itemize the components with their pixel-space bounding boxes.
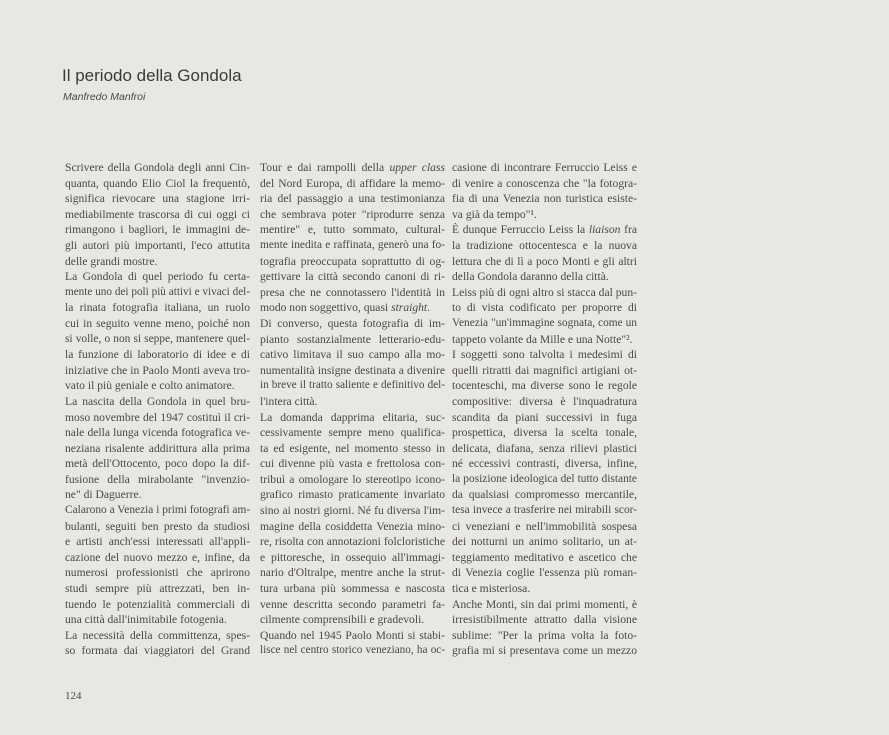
text-line: fia di una Venezia non turistica esiste- (452, 192, 637, 206)
text-line: lisce nel centro storico veneziano, ha oc- (260, 644, 445, 657)
text-line: La nascita della Gondola in quel bru- (65, 394, 250, 408)
article-title: Il periodo della Gondola (62, 66, 242, 85)
text-line: ci veneziani e nell'immobilità sospesa (452, 519, 637, 533)
text-line: Tour e dai rampolli della upper class (260, 161, 445, 174)
text-line: mediabilmente trascorsa di cui oggi ci (65, 207, 250, 221)
text-line: Di converso, questa fotografia di im- (260, 316, 445, 330)
text-line: tribuì a omologare lo stereotipo icono- (260, 472, 445, 486)
text-line: I soggetti sono talvolta i medesimi di (452, 348, 637, 362)
text-line: la posizione ideologica del tutto distante (452, 472, 637, 485)
text-line: e artisti anch'essi interessati all'appli- (65, 535, 250, 549)
text-line: grafia mi si presentava come un mezzo (452, 644, 637, 658)
text-line: La Gondola di quel periodo fu certa- (65, 270, 250, 284)
text-line: moso novembre del 1947 costituì il cri- (65, 410, 250, 424)
text-line: cativo limitava il suo campo alla mo- (260, 348, 445, 362)
text-line: Calarono a Venezia i primi fotografi am- (65, 504, 250, 517)
text-line: Anche Monti, sin dai primi momenti, è (452, 597, 637, 611)
text-line: tica e misteriosa. (452, 582, 531, 596)
text-line: tappeto volante da Mille e una Notte"². (452, 332, 633, 346)
text-line: prospettica, diversa la scelta tonale, (452, 426, 637, 440)
text-line: ne" di Daguerre. (65, 488, 142, 502)
text-line: cui in seguito venne meno, poiché non (65, 316, 250, 330)
text-line: ria del passaggio a una testimonianza (260, 192, 445, 206)
text-line: iniziative che in Paolo Monti aveva tro- (65, 363, 250, 377)
text-line: neziana risalente addirittura alla prima (65, 441, 250, 455)
text-line: tura urbana più sommessa e nascosta (260, 582, 445, 596)
text-line: della Gondola daranno della città. (452, 270, 609, 284)
text-line: modo non soggettivo, quasi straight. (260, 301, 431, 315)
text-line: lettura che di lì a poco Monti e gli altri (452, 254, 637, 268)
text-line: Quando nel 1945 Paolo Monti si stabi- (260, 628, 445, 642)
text-line: so formata dai viaggiatori del Grand (65, 644, 250, 658)
text-line: vato il più geniale e colto animatore. (65, 379, 235, 393)
text-line: la rinata fotografia italiana, un ruolo (65, 301, 250, 315)
text-line: da qualsiasi compromesso mercantile, (452, 488, 637, 502)
text-line: né eccessivi contrasti, diversa, infine, (452, 457, 637, 471)
text-line: di venire a conoscenza che "la fotogra- (452, 176, 637, 190)
text-line: La domanda dapprima elitaria, suc- (260, 410, 445, 424)
text-column-3 (452, 160, 637, 659)
text-line: scandita da piani successivi in fuga (452, 410, 637, 424)
text-line: quanta, quando Elio Ciol la frequentò, (65, 176, 250, 190)
text-line: teggiamento meditativo e ascetico che (452, 550, 637, 564)
text-line: tuendo le potenzialità commerciali di (65, 597, 250, 611)
text-line: che sembrava poter "riprodurre senza (260, 207, 445, 221)
text-line: to di vista codificato per proporre di (452, 301, 637, 315)
text-line: del Nord Europa, di affidare la memo- (260, 176, 445, 190)
text-line: numerosi professionisti che aprirono (65, 566, 250, 580)
text-line: la funzione di laboratorio di idee e di (65, 348, 250, 362)
text-line: in breve il tratto saliente e definitivo del- (260, 379, 445, 392)
text-line: metà dell'Ottocento, poco dopo la dif- (65, 457, 250, 471)
text-line: numentalità insigne destinata a divenire (260, 363, 445, 377)
page-number: 124 (65, 690, 82, 702)
text-line: gettivare la città secondo canoni di ri- (260, 270, 445, 284)
text-line: tografia preoccupata soprattutto di og- (260, 254, 445, 268)
text-line: compositive: diversa è l'inquadratura (452, 394, 637, 408)
text-line: rimangono i bagliori, le immagini de- (65, 223, 250, 237)
text-line: cessivamente sempre meno qualifica- (260, 426, 445, 440)
text-line: casione di incontrare Ferruccio Leiss e (452, 161, 637, 174)
text-line: Venezia "un'immagine sognata, come un (452, 316, 637, 329)
text-line: quelli ritratti dai magnifici artigiani ot- (452, 363, 637, 377)
text-line: la tradizione ottocentesca e la nuova (452, 238, 637, 252)
text-line: re, risolta con annotazioni folcloristiche (260, 535, 445, 549)
text-line: tocenteschi, ma diverse sono le regole (452, 379, 637, 393)
text-line: gli autori più importanti, l'eco attutita (65, 238, 250, 252)
text-line: irresistibilmente attratto dalla visione (452, 613, 637, 627)
text-line: mente inedita e raffinata, generò una fo- (260, 238, 445, 251)
text-line: bulanti, seguiti ben presto da studiosi (65, 519, 250, 533)
article-author: Manfredo Manfroi (63, 91, 146, 103)
text-line: tesa invece a trasferire nei mirabili scor- (452, 504, 637, 517)
text-line: delicata, diafana, senza rilievi plastici (452, 441, 637, 455)
text-line: fusione della mirabolante "invenzio- (65, 472, 250, 486)
text-line: La necessità della committenza, spes- (65, 628, 250, 642)
text-line: Leiss più di ogni altro si stacca dal pun- (452, 285, 637, 299)
text-line: presa che ne connotassero l'identità in (260, 285, 445, 299)
text-line: delle grandi mostre. (65, 254, 158, 268)
text-line: e pittoresche, in ossequio all'immagi- (260, 550, 445, 564)
text-line: l'intera città. (260, 394, 318, 408)
text-line: si volle, o non si seppe, mantenere quel- (65, 332, 250, 345)
text-line: cui divenne più vasta e frettolosa con- (260, 457, 445, 471)
text-line: di Venezia coglie l'essenza più roman- (452, 566, 637, 580)
text-line: venne descritta secondo parametri fa- (260, 597, 445, 611)
text-line: sino ai nostri giorni. Né fu diversa l'im- (260, 504, 445, 518)
text-line: mente uno dei poli più attivi e vivaci del- (65, 285, 250, 298)
text-line: va già da tempo"¹. (452, 207, 537, 221)
text-line: grafico rimasto praticamente invariato (260, 488, 445, 502)
text-line: mentire" e, tutto sommato, cultural- (260, 223, 445, 237)
text-line: significa rievocare una stagione irri- (65, 192, 250, 206)
text-line: sublime: "Per la prima volta la foto- (452, 628, 637, 642)
text-line: studi sempre più attrezzati, ben in- (65, 582, 250, 596)
text-line: nario d'Oltralpe, mentre anche la strut- (260, 566, 445, 580)
text-line: una città dall'inimitabile fotogenia. (65, 613, 227, 627)
text-line: dei notturni un animo solitario, un at- (452, 535, 637, 549)
text-line: pianto sostanzialmente letterario-edu- (260, 332, 445, 346)
text-line: nale della lunga vicenda fotografica ve- (65, 426, 250, 440)
text-line: magine della cosiddetta Venezia mino- (260, 519, 445, 533)
text-line: cazione del nuovo mezzo e, infine, da (65, 550, 250, 564)
text-column-1 (65, 160, 250, 659)
text-column-2 (260, 160, 445, 659)
text-line: È dunque Ferruccio Leiss la liaison fra (452, 223, 637, 237)
text-line: ta ed esigente, nel momento stesso in (260, 441, 445, 455)
text-line: cilmente comprensibili e gradevoli. (260, 613, 425, 627)
text-line: Scrivere della Gondola degli anni Cin- (65, 161, 250, 174)
